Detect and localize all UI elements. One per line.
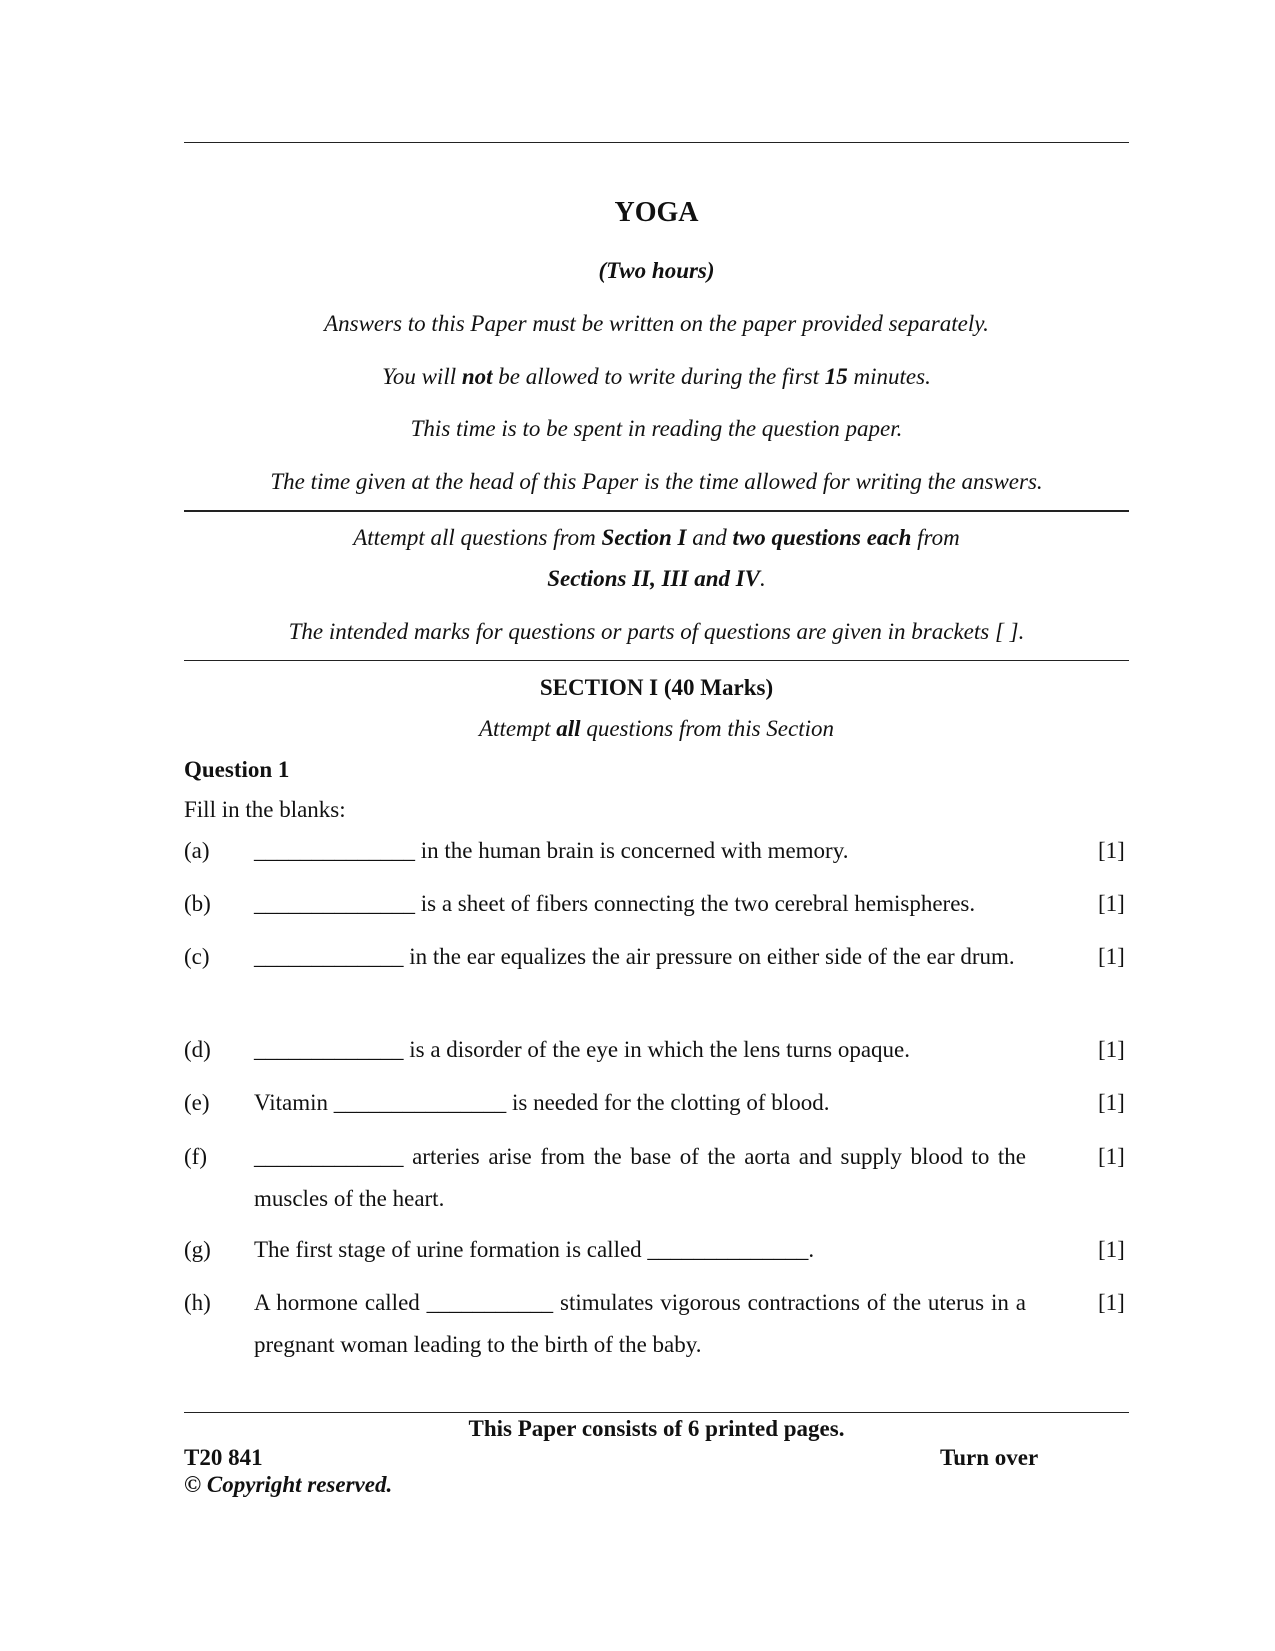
attempt-sections bbox=[184, 564, 1129, 594]
item-mark: [1] bbox=[1098, 1144, 1125, 1169]
item-text: _____________ is a disorder of the eye in which the lens turns opaque. bbox=[254, 1037, 911, 1062]
item-label: (f) bbox=[184, 1144, 207, 1169]
instruction-time: The time given at the head of this Paper is the time allowed for writing the answers. bbox=[270, 469, 1043, 494]
item-mark: [1] bbox=[1098, 838, 1125, 863]
instruction-answers: Answers to this Paper must be written on the paper provided separately. bbox=[324, 311, 989, 336]
attempt-text: from bbox=[911, 525, 960, 550]
item-mark: [1] bbox=[1098, 944, 1125, 969]
item-text: _____________ arteries arise from the base of the aorta and supply blood to the muscles of the heart. bbox=[254, 1144, 1026, 1211]
instr-text: You will bbox=[382, 364, 462, 389]
attempt-text: Attempt all questions from bbox=[353, 525, 602, 550]
item-text: Vitamin _______________ is needed for the clotting of blood. bbox=[254, 1090, 830, 1115]
attempt-text: . bbox=[760, 566, 766, 591]
instr-emphasis-minutes: 15 bbox=[824, 364, 848, 389]
item-label: (h) bbox=[184, 1290, 211, 1315]
marks-note: The intended marks for questions or parts of questions are given in brackets [ ]. bbox=[288, 619, 1025, 644]
item-text: ______________ in the human brain is concerned with memory. bbox=[254, 838, 849, 863]
section-sub-text: Attempt bbox=[479, 716, 557, 741]
instr-emphasis-not: not bbox=[461, 364, 493, 389]
instr-text: minutes. bbox=[847, 364, 931, 389]
item-text: A hormone called ___________ stimulates vigorous contractions of the uterus in a pregnant woman leading to the birth of the baby. bbox=[254, 1290, 1026, 1357]
item-label: (e) bbox=[184, 1090, 210, 1115]
instr-text: be allowed to write during the first bbox=[492, 364, 825, 389]
item-text: The first stage of urine formation is called ______________. bbox=[254, 1237, 815, 1262]
attempt-text: and bbox=[686, 525, 733, 550]
duration: (Two hours) bbox=[598, 258, 715, 283]
section-subtitle bbox=[184, 714, 1129, 744]
section-sub-all: all bbox=[556, 716, 581, 741]
top-rule bbox=[184, 142, 1129, 143]
copyright: © Copyright reserved. bbox=[184, 1472, 393, 1497]
attempt-instruction bbox=[184, 523, 1129, 553]
footer-rule bbox=[184, 1412, 1129, 1413]
rule-before-section bbox=[184, 660, 1129, 661]
question-intro: Fill in the blanks: bbox=[184, 797, 346, 822]
item-label: (c) bbox=[184, 944, 210, 969]
paper-title: YOGA bbox=[614, 197, 699, 228]
item-label: (b) bbox=[184, 891, 211, 916]
section-title: SECTION I (40 Marks) bbox=[539, 675, 774, 700]
item-text: ______________ is a sheet of fibers connecting the two cerebral hemispheres. bbox=[254, 891, 976, 916]
attempt-sections-list: Sections II, III and IV bbox=[547, 566, 761, 591]
instruction-reading: This time is to be spent in reading the question paper. bbox=[410, 416, 903, 441]
item-text: _____________ in the ear equalizes the air pressure on either side of the ear drum. bbox=[254, 944, 1015, 969]
page-count-note: This Paper consists of 6 printed pages. bbox=[468, 1416, 845, 1441]
item-mark: [1] bbox=[1098, 1290, 1125, 1315]
item-label: (a) bbox=[184, 838, 210, 863]
item-label: (d) bbox=[184, 1037, 211, 1062]
item-mark: [1] bbox=[1098, 1237, 1125, 1262]
rule-after-instructions bbox=[184, 510, 1129, 512]
turn-over: Turn over bbox=[940, 1445, 1039, 1470]
attempt-two-each: two questions each bbox=[732, 525, 912, 550]
item-mark: [1] bbox=[1098, 891, 1125, 916]
paper-code: T20 841 bbox=[184, 1445, 263, 1470]
item-label: (g) bbox=[184, 1237, 211, 1262]
instruction-reading-time bbox=[184, 362, 1129, 392]
attempt-section-one: Section I bbox=[601, 525, 687, 550]
item-mark: [1] bbox=[1098, 1037, 1125, 1062]
section-sub-text: questions from this Section bbox=[580, 716, 834, 741]
question-title: Question 1 bbox=[184, 757, 290, 782]
item-mark: [1] bbox=[1098, 1090, 1125, 1115]
